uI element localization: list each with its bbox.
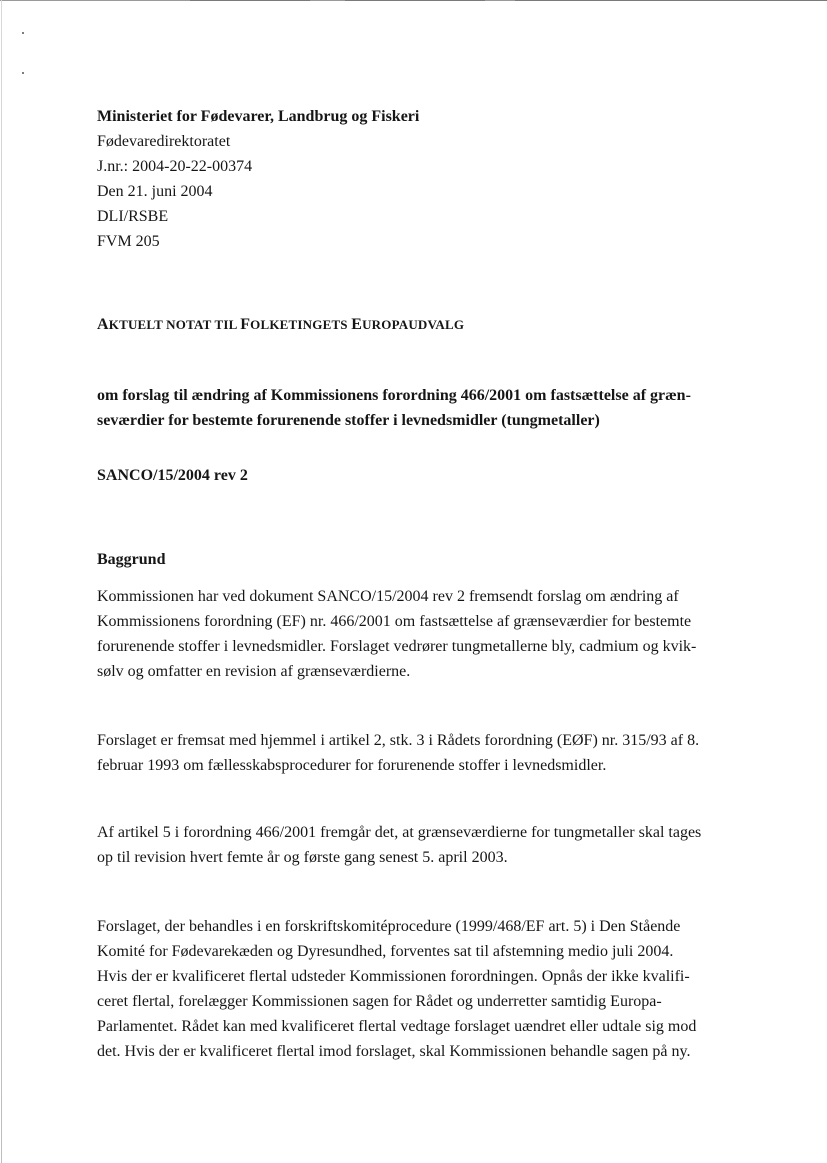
- note-title-text: OLKETINGETS: [250, 317, 352, 332]
- letter-header: [97, 104, 757, 254]
- directorate-name: Fødevaredirektoratet: [97, 133, 231, 150]
- paragraph: [97, 914, 749, 1064]
- note-title-text: UROPAUDVALG: [362, 317, 465, 332]
- section-heading-background: Baggrund: [97, 551, 166, 568]
- scan-edge-top-segment: [345, 0, 485, 1]
- document-date: Den 21. juni 2004: [97, 183, 213, 200]
- scan-edge-top-segment: [190, 0, 310, 1]
- paragraph-line: Komité for Fødevarekæden og Dyresundhed, forventes sat til afstemning medio juli 2004.: [97, 943, 674, 960]
- paragraph-line: Parlamentet. Rådet kan med kvalificeret flertal vedtage forslaget uændret eller udtale sig mod: [97, 1018, 697, 1035]
- scan-edge-left: [1, 0, 2, 1163]
- note-title: [97, 316, 464, 334]
- paragraph-line: Kommissionens forordning (EF) nr. 466/2001 om fastsættelse af grænseværdier for bestemte: [97, 613, 692, 630]
- paragraph-line: forurenende stoffer i levnedsmidler. Forslaget vedrører tungmetallerne bly, cadmium og kvik-: [97, 638, 697, 655]
- paragraph-line: Af artikel 5 i forordning 466/2001 fremgår det, at grænseværdierne for tungmetaller skal tages: [97, 824, 702, 841]
- paragraph-line: op til revision hvert femte år og første gang senest 5. april 2003.: [97, 849, 508, 866]
- note-title-initial: E: [351, 316, 363, 333]
- paragraph: [97, 584, 749, 684]
- author-initials: DLI/RSBE: [97, 208, 169, 225]
- journal-number: J.nr.: 2004-20-22-00374: [97, 158, 253, 175]
- note-title-initial: A: [97, 316, 109, 333]
- scan-speck: [22, 32, 24, 34]
- paragraph-line: ceret flertal, forelægger Kommissionen sagen for Rådet og underretter samtidig Europa-: [97, 993, 662, 1010]
- paragraph-line: det. Hvis der er kvalificeret flertal imod forslaget, skal Kommissionen behandle sagen på ny.: [97, 1043, 691, 1060]
- paragraph-line: Kommissionen har ved dokument SANCO/15/2004 rev 2 fremsendt forslag om ændring af: [97, 588, 679, 605]
- paragraph-line: Forslaget, der behandles i en forskriftskomitéprocedure (1999/468/EF art. 5) i Den Stående: [97, 918, 681, 935]
- paragraph: [97, 728, 749, 778]
- note-title-initial: F: [240, 316, 251, 333]
- note-subject-line: om forslag til ændring af Kommissionens forordning 466/2001 om fastsættelse af græn-: [97, 387, 691, 404]
- note-subject: [97, 383, 747, 433]
- paragraph-line: februar 1993 om fællesskabsprocedurer for forurenende stoffer i levnedsmidler.: [97, 757, 607, 774]
- scan-speck: [22, 72, 24, 74]
- paragraph-line: Forslaget er fremsat med hjemmel i artikel 2, stk. 3 i Rådets forordning (EØF) nr. 315/93 af 8.: [97, 732, 700, 749]
- paragraph: [97, 820, 749, 870]
- fvm-number: FVM 205: [97, 233, 160, 250]
- note-subject-line: seværdier for bestemte forurenende stoffer i levnedsmidler (tungmetaller): [97, 412, 600, 429]
- scan-edge-top-segment: [515, 0, 827, 1]
- paragraph-line: sølv og omfatter en revision af grænseværdierne.: [97, 663, 411, 680]
- document-reference: SANCO/15/2004 rev 2: [97, 467, 248, 484]
- paragraph-line: Hvis der er kvalificeret flertal udsteder Kommissionen forordningen. Opnås der ikke kvalifi-: [97, 968, 690, 985]
- note-title-text: KTUELT NOTAT TIL: [108, 317, 241, 332]
- ministry-name: Ministeriet for Fødevarer, Landbrug og Fiskeri: [97, 108, 420, 125]
